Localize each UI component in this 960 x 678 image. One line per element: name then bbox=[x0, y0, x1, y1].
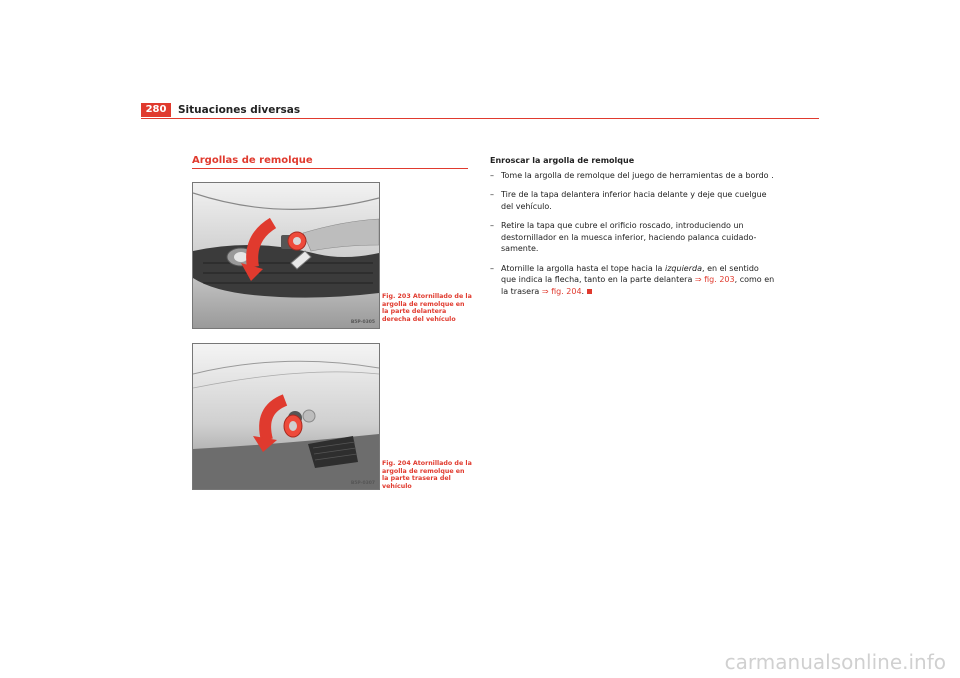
figure-code: B5P-0305 bbox=[350, 320, 375, 325]
section-rule bbox=[192, 168, 468, 169]
instructions bbox=[490, 155, 775, 305]
instruction-step: – Tome la argolla de remolque del juego de herramientas de a bordo . bbox=[490, 170, 774, 180]
instruction-step: – Atornille la argolla hasta el tope hacia la izquierda, en el sentido que indica la flecha, tanto en la parte delantera ⇒ fig. 203, como en la trasera ⇒ fig. 204. bbox=[490, 263, 775, 296]
watermark: carmanualsonline.info bbox=[724, 650, 946, 674]
front-bumper-illustration bbox=[193, 183, 379, 328]
figure-rear-bumper bbox=[192, 343, 380, 490]
figure-code: B5P-0307 bbox=[350, 481, 375, 486]
header-title: Situaciones diversas bbox=[178, 104, 301, 116]
figure-caption: Fig. 203 Atornillado de la argolla de remolque en la parte delantera derecha del vehículo bbox=[382, 293, 472, 323]
figure-front-bumper bbox=[192, 182, 380, 329]
step-text: Retire la tapa que cubre el orificio roscado, introduciendo un destornillador en la muesca inferior, haciendo palanca cuidado-samente. bbox=[501, 221, 757, 253]
instructions-heading: Enroscar la argolla de remolque bbox=[490, 156, 635, 165]
instruction-step: – Tire de la tapa delantera inferior hacia delante y deje que cuelgue del vehículo. bbox=[490, 190, 767, 211]
emphasis-text: izquierda bbox=[665, 263, 702, 273]
figure-caption: Fig. 204 Atornillado de la argolla de remolque en la parte trasera del vehículo bbox=[382, 460, 472, 490]
figure-link[interactable]: ⇒ fig. 204 bbox=[541, 286, 582, 296]
header-rule bbox=[141, 118, 819, 119]
instruction-step: – Retire la tapa que cubre el orificio roscado, introduciendo un destornillador en la muesca inferior, haciendo palanca cuidado-samente. bbox=[490, 221, 757, 253]
figure-link[interactable]: ⇒ fig. 203 bbox=[694, 275, 735, 284]
end-of-section-icon bbox=[587, 289, 592, 294]
page-number: 280 bbox=[141, 103, 171, 117]
step-text: Tire de la tapa delantera inferior hacia delante y deje que cuelgue del vehículo. bbox=[501, 190, 767, 211]
section-title: Argollas de remolque bbox=[192, 155, 313, 166]
rear-bumper-illustration bbox=[193, 344, 379, 489]
step-text: Tome la argolla de remolque del juego de herramientas de a bordo . bbox=[501, 170, 774, 180]
